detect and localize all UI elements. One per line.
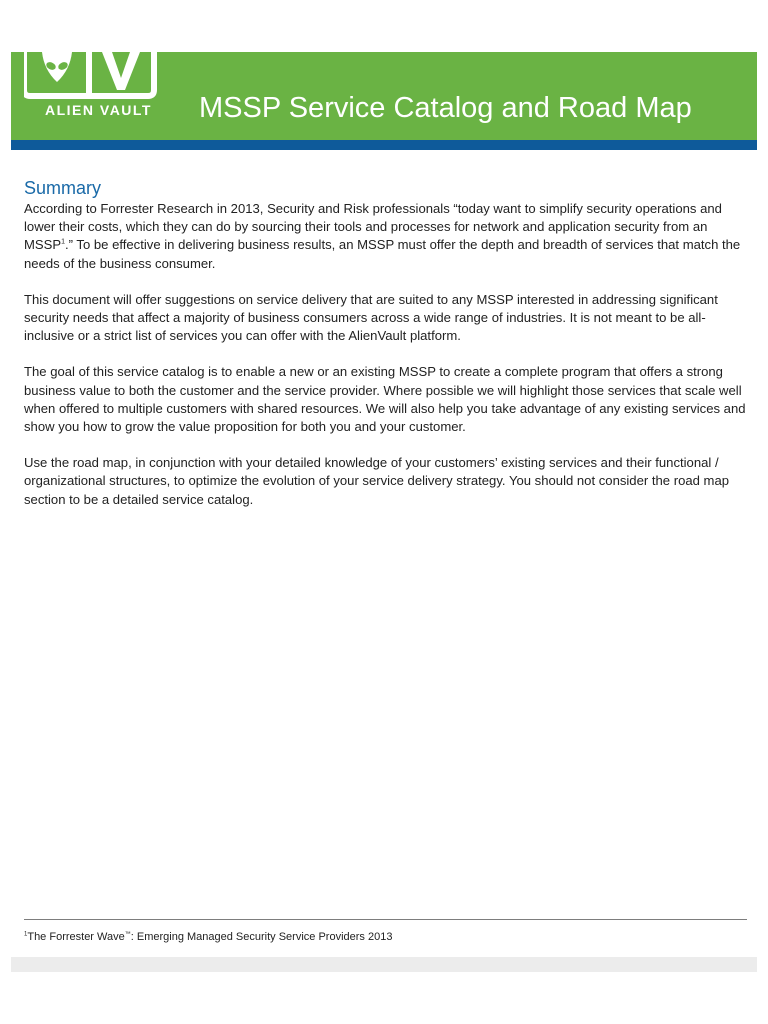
summary-heading: Summary: [24, 178, 102, 198]
footnote-divider: [24, 919, 747, 920]
logo-text: ALIEN VAULT: [45, 102, 152, 118]
footnote-text: The Forrester Wave: [27, 931, 125, 943]
paragraph-1-text: According to Forrester Research in 2013, Security and Risk professionals “today want to simplify security operations and lower their costs, which they can do by sourcing their tools and processes for network and application security from an MSSP: [24, 201, 722, 253]
footnote-text-continued: : Emerging Managed Security Service Providers 2013: [130, 931, 393, 943]
footnote: [24, 931, 392, 943]
alien-vault-logo-icon: [24, 52, 160, 132]
trademark-symbol: ™: [124, 931, 131, 938]
summary-paragraph-2: This document will offer suggestions on service delivery that are suited to any MSSP interested in addressing significant security needs that affect a majority of business consumers across a wide range of industries. It is not meant to be all-inclusive or a strict list of services you can offer with the AlienVault platform.: [24, 291, 718, 344]
summary-paragraph-4: Use the road map, in conjunction with your detailed knowledge of your customers’ existing services and their functional / organizational structures, to optimize the evolution of your service delivery strategy. You should not consider the road map section to be a detailed service catalog.: [24, 455, 730, 507]
paragraph-1-text-continued: .” To be effective in delivering business results, an MSSP must offer the depth and breadth of services that match the needs of the business consumer.: [24, 237, 741, 271]
footnote-marker: 1: [24, 931, 28, 938]
header-banner: [11, 52, 757, 140]
header-accent-bar: [11, 140, 757, 150]
page-title: MSSP Service Catalog and Road Map: [199, 92, 692, 124]
footnote-reference: 1: [61, 239, 66, 247]
summary-section: [24, 176, 748, 527]
summary-paragraph-3: The goal of this service catalog is to enable a new or an existing MSSP to create a complete program that offers a strong business value to both the customer and the service provider. Where possible we will highlight those services that scale well when offered to multiple customers with shared resources. We will also help you take advantage of any existing services and show you how to grow the value proposition for both you and your customer.: [24, 364, 746, 435]
page-bottom-bar: [11, 957, 757, 972]
summary-paragraph-1: [24, 200, 748, 273]
